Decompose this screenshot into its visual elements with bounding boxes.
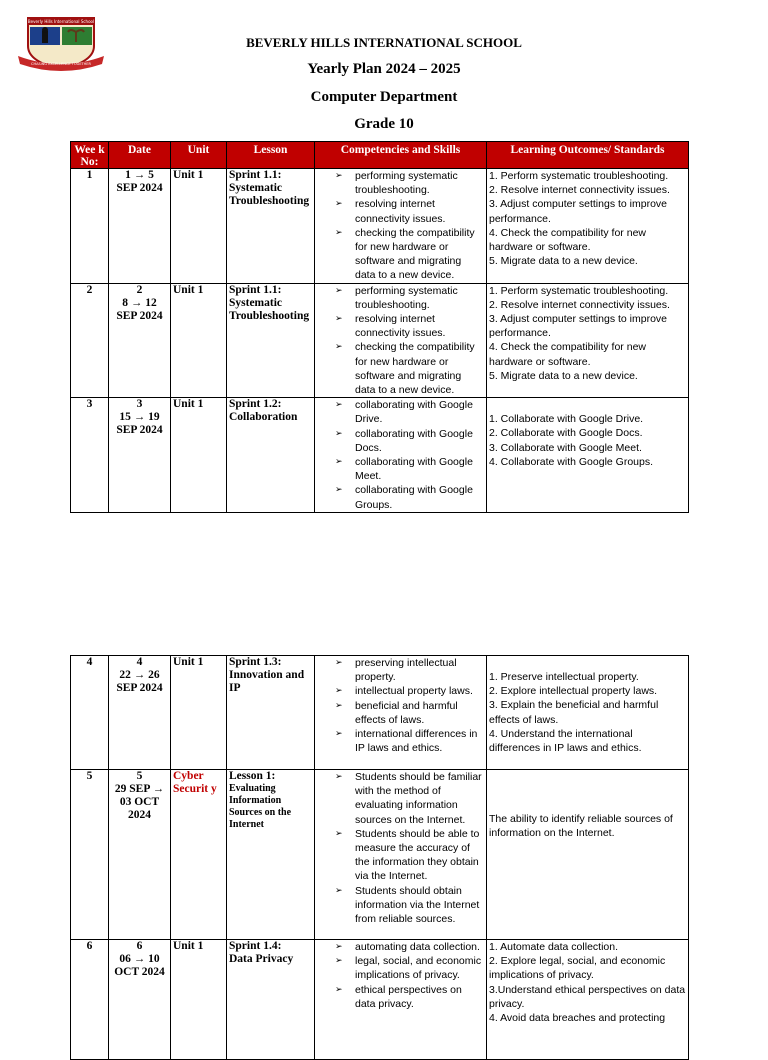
competency-item: ➢ automating data collection.: [317, 940, 484, 954]
competency-item: ➢ resolving internet connectivity issues.: [317, 312, 484, 340]
lesson-cell: [227, 940, 315, 1060]
week-number-cell: 2: [71, 283, 109, 398]
unit-cell: Unit 1: [171, 656, 227, 770]
lesson-line: Systematic: [229, 296, 283, 309]
date-line: 22 → 26: [119, 669, 160, 681]
lesson-subtitle-line: Internet: [229, 819, 264, 830]
outcome-item: 4. Collaborate with Google Groups.: [489, 455, 654, 468]
date-line: SEP 2024: [116, 309, 163, 322]
date-cell: [109, 656, 171, 770]
table-row: [71, 940, 689, 1060]
outcome-item: 2. Resolve internet connectivity issues.: [489, 298, 670, 311]
lesson-line: Data Privacy: [229, 953, 294, 965]
lesson-line: Systematic: [229, 182, 283, 194]
date-line: 29 SEP →: [114, 783, 165, 795]
competency-item: ➢ Students should be familiar with the method of evaluating information sources on the Internet.: [317, 770, 484, 827]
outcome-item: 5. Migrate data to a new device.: [489, 255, 638, 268]
table-header-row: [71, 142, 689, 169]
date-line: 1 → 5: [125, 169, 154, 181]
column-header-date: Date: [109, 142, 171, 169]
competency-item: ➢ checking the compatibility for new hardware or software and migrating data to a new device.: [317, 340, 484, 397]
date-line: 6: [136, 940, 143, 952]
week-number-cell: 3: [71, 398, 109, 513]
date-cell: [109, 398, 171, 513]
school-name: BEVERLY HILLS INTERNATIONAL SCHOOL: [246, 35, 522, 50]
week-number-cell: 4: [71, 656, 109, 770]
date-cell: [109, 770, 171, 940]
competencies-list: [317, 169, 484, 283]
lesson-line: Troubleshooting: [229, 195, 310, 207]
competencies-cell: [315, 940, 487, 1060]
competency-item: ➢ legal, social, and economic implications of privacy.: [317, 954, 484, 982]
competency-item: ➢ Students should obtain information via the Internet from reliable sources.: [317, 884, 484, 927]
competencies-list: [317, 284, 484, 398]
unit-cell: Unit 1: [171, 398, 227, 513]
outcome-item: 3. Adjust computer settings to improve performance.: [489, 313, 668, 340]
outcome-item: 1. Perform systematic troubleshooting.: [489, 170, 669, 182]
lesson-cell: [227, 770, 315, 940]
competency-item: ➢ intellectual property laws.: [317, 684, 484, 698]
outcomes-cell: [487, 770, 689, 940]
table-row: [71, 169, 689, 284]
unit-cell: Unit 1: [171, 940, 227, 1060]
outcome-item: 5. Migrate data to a new device.: [489, 369, 638, 382]
column-header-competencies: Competencies and Skills: [315, 142, 487, 169]
lesson-line: Sprint 1.2:: [229, 398, 282, 411]
lesson-cell: [227, 398, 315, 513]
lesson-subtitle-line: Information: [229, 795, 282, 806]
outcome-item: 4. Understand the international differences in IP laws and ethics.: [489, 727, 642, 755]
week-number-cell: 5: [71, 770, 109, 940]
competencies-cell: [315, 283, 487, 398]
table-row: [71, 770, 689, 940]
competencies-list: [317, 940, 484, 1011]
svg-text:Beverly Hills International Sc: Beverly Hills International School: [27, 19, 95, 24]
plan-title: Yearly Plan 2024 – 2025: [307, 61, 461, 77]
outcome-item: 1. Automate data collection.: [489, 941, 618, 953]
outcome-item: 1. Preserve intellectual property.: [489, 671, 639, 683]
date-line: 06 → 10: [119, 953, 160, 965]
outcomes-cell: [487, 283, 689, 398]
lesson-line: IP: [229, 682, 241, 694]
column-header-outcomes: Learning Outcomes/ Standards: [487, 142, 689, 169]
outcomes-cell: [487, 940, 689, 1060]
lesson-subtitle-line: Evaluating: [229, 783, 276, 794]
lesson-line: Sprint 1.1:: [229, 283, 282, 296]
competency-item: ➢ collaborating with Google Drive.: [317, 398, 484, 426]
competencies-list: [317, 656, 484, 755]
competency-item: ➢ collaborating with Google Docs.: [317, 427, 484, 455]
competencies-list: [317, 398, 484, 512]
competency-item: ➢ ethical perspectives on data privacy.: [317, 983, 484, 1011]
date-cell: [109, 169, 171, 284]
outcome-item: 4. Check the compatibility for new hardware or software.: [489, 341, 646, 368]
outcome-item: 4. Avoid data breaches and protecting: [489, 1012, 666, 1025]
lesson-cell: [227, 656, 315, 770]
date-cell: [109, 940, 171, 1060]
outcome-item: The ability to identify reliable sources of information on the Internet.: [489, 813, 673, 840]
competencies-cell: [315, 398, 487, 513]
lesson-line: Collaboration: [229, 411, 298, 424]
outcomes-cell: [487, 656, 689, 770]
competency-item: ➢ Students should be able to measure the accuracy of the information they obtain via the Internet.: [317, 827, 484, 884]
outcome-item: 4. Check the compatibility for new hardware or software.: [489, 226, 646, 254]
department-title: Computer Department: [310, 89, 458, 105]
date-line: SEP 2024: [116, 182, 163, 194]
outcome-item: 2. Explore legal, social, and economic implications of privacy.: [489, 955, 666, 982]
date-line: 15 → 19: [119, 411, 160, 424]
column-header-week: Wee k No:: [71, 142, 109, 169]
grade-title: Grade 10: [354, 116, 414, 132]
lesson-line: Sprint 1.4:: [229, 940, 282, 952]
lesson-line: Sprint 1.1:: [229, 169, 282, 181]
outcomes-cell: [487, 398, 689, 513]
date-cell: [109, 283, 171, 398]
outcomes-cell: [487, 169, 689, 284]
competency-item: ➢ international differences in IP laws and ethics.: [317, 727, 484, 755]
competency-item: ➢ resolving internet connectivity issues.: [317, 197, 484, 225]
date-line: 8 → 12: [122, 296, 157, 309]
date-line: SEP 2024: [116, 424, 163, 437]
week-number-cell: 1: [71, 169, 109, 284]
competency-item: ➢ performing systematic troubleshooting.: [317, 284, 484, 312]
competency-item: ➢ checking the compatibility for new hardware or software and migrating data to a new device.: [317, 226, 484, 283]
date-line: 4: [136, 656, 143, 668]
outcome-item: 3. Collaborate with Google Meet.: [489, 441, 642, 454]
outcome-item: 2. Resolve internet connectivity issues.: [489, 184, 670, 197]
lesson-title: Lesson 1:: [229, 770, 276, 782]
yearly-plan-table-page2: [70, 655, 689, 1060]
outcome-item: 1. Perform systematic troubleshooting.: [489, 284, 669, 297]
table-row: [71, 283, 689, 398]
lesson-line: Sprint 1.3:: [229, 656, 282, 668]
outcome-item: 2. Explore intellectual property laws.: [489, 685, 658, 698]
lesson-line: Troubleshooting: [229, 309, 310, 322]
date-line: 5: [136, 770, 143, 782]
column-header-unit: Unit: [171, 142, 227, 169]
competency-item: ➢ collaborating with Google Groups.: [317, 483, 484, 511]
week-number-cell: 6: [71, 940, 109, 1060]
competency-item: ➢ preserving intellectual property.: [317, 656, 484, 684]
unit-cell: Unit 1: [171, 283, 227, 398]
competencies-cell: [315, 169, 487, 284]
table-row: [71, 398, 689, 513]
date-line: OCT 2024: [114, 966, 165, 978]
competencies-cell: [315, 770, 487, 940]
lesson-line: Innovation and: [229, 669, 305, 681]
lesson-cell: [227, 283, 315, 398]
date-line: 3: [136, 398, 143, 411]
outcome-item: 2. Collaborate with Google Docs.: [489, 427, 643, 440]
yearly-plan-table-page1: [70, 141, 689, 513]
competencies-cell: [315, 656, 487, 770]
date-line: 03 OCT: [119, 796, 160, 808]
table-row: [71, 656, 689, 770]
column-header-lesson: Lesson: [227, 142, 315, 169]
date-line: SEP 2024: [116, 682, 163, 694]
unit-cell: Unit 1: [171, 169, 227, 284]
svg-text:CHASING EXCELLENCE TOGETHER: CHASING EXCELLENCE TOGETHER: [31, 62, 91, 66]
unit-cell: Cyber Securit y: [171, 770, 227, 940]
competency-item: ➢ performing systematic troubleshooting.: [317, 169, 484, 197]
outcome-item: 3. Adjust computer settings to improve performance.: [489, 198, 668, 225]
date-line: 2024: [128, 809, 151, 821]
competency-item: ➢ beneficial and harmful effects of laws.: [317, 699, 484, 727]
date-line: 2: [136, 283, 143, 296]
lesson-cell: [227, 169, 315, 284]
outcome-item: 3. Explain the beneficial and harmful effects of laws.: [489, 699, 659, 726]
competencies-list: [317, 770, 484, 926]
lesson-subtitle-line: Sources on the: [229, 807, 292, 818]
outcome-item: 3.Understand ethical perspectives on data privacy.: [489, 983, 686, 1010]
outcome-item: 1. Collaborate with Google Drive.: [489, 413, 644, 426]
competency-item: ➢ collaborating with Google Meet.: [317, 455, 484, 483]
